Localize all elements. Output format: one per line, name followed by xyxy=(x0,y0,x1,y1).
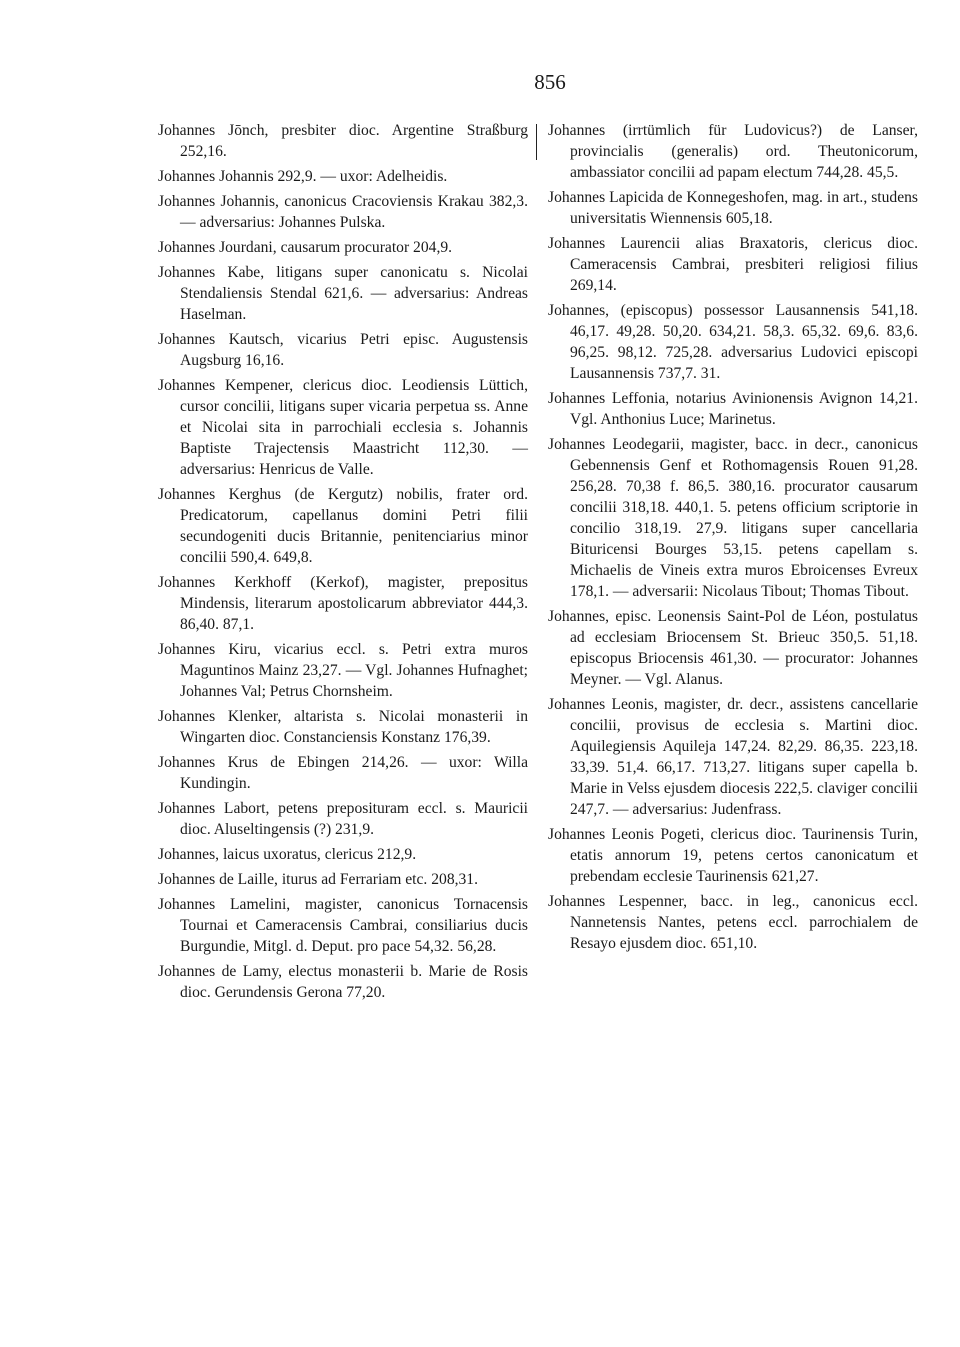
index-entry: Johannes Lespenner, bacc. in leg., canonicus eccl. Nannetensis Nantes, petens eccl. parrochialem de Resayo ejusdem dioc. 651,10. xyxy=(548,893,918,952)
index-entry: Johannes Kempener, clericus dioc. Leodiensis Lüttich, cursor concilii, litigans super vicaria perpetua ss. Anne et Nicolai sita in parrochiali ecclesia s. Johannis Baptiste Trajectensis Maastricht 112,30. — adversarius: Henricus de Valle. xyxy=(158,377,528,478)
index-entry: Johannes de Lamy, electus monasterii b. Marie de Rosis dioc. Gerundensis Gerona 77,20. xyxy=(158,963,528,1001)
index-entry: Johannes Kerkhoff (Kerkof), magister, prepositus Mindensis, literarum apostolicarum abbreviator 444,3. 86,40. 87,1. xyxy=(158,574,528,633)
index-entry: Johannes Kautsch, vicarius Petri episc. Augustensis Augsburg 16,16. xyxy=(158,331,528,369)
index-entry: Johannes Leodegarii, magister, bacc. in decr., canonicus Gebennensis Genf et Rothomagensis Rouen 91,28. 256,28. 70,38 f. 86,5. 380,16. procurator causarum concilii 318,18. 440,1. 5. petens officium scriptorie in concilio 318,19. 27,9. litigans super cancellaria Bituricensi Bourges 53,15. petens capellam s. Michaelis de Vineis extra muros Ebroicenses Evreux 178,1. — adversarii: Nicolaus Tibout; Thomas Tibout. xyxy=(548,436,918,600)
index-entry: Johannes, laicus uxoratus, clericus 212,9. xyxy=(158,846,417,863)
index-entry: Johannes, episc. Leonensis Saint-Pol de Léon, postulatus ad ecclesiam Briocensem St. Brieuc 350,5. 51,18. episcopus Briocensis 461,30. — procurator: Johannes Meyner. — Vgl. Alanus. xyxy=(548,608,918,688)
index-entry: Johannes Lamelini, magister, canonicus Tornacensis Tournai et Cameracensis Cambrai, consiliarius ducis Burgundie, Mitgl. d. Deput. pro pace 54,32. 56,28. xyxy=(158,896,528,955)
index-entry: Johannes (irrtümlich für Ludovicus?) de Lanser, provincialis (generalis) ord. Theutonicorum, ambassiator concilii ad papam electum 744,28. 45,5. xyxy=(548,122,918,181)
index-entry: Johannes, (episcopus) possessor Lausannensis 541,18. 46,17. 49,28. 50,20. 634,21. 58,3. 65,32. 69,6. 83,6. 96,25. 98,12. 725,28. adversarius Ludovici episcopi Lausannensis 737,7. 31. xyxy=(548,302,918,382)
index-entry: Johannes Krus de Ebingen 214,26. — uxor: Willa Kundingin. xyxy=(158,754,528,792)
index-entry: Johannes Laurencii alias Braxatoris, clericus dioc. Cameracensis Cambrai, presbiteri religiosi filius 269,14. xyxy=(548,235,918,294)
column-divider xyxy=(536,124,537,160)
index-entry: Johannes Johannis, canonicus Cracoviensis Krakau 382,3. — adversarius: Johannes Pulska. xyxy=(158,193,528,231)
index-entry: Johannes Klenker, altarista s. Nicolai monasterii in Wingarten dioc. Constanciensis Konstanz 176,39. xyxy=(158,708,528,746)
index-entry: Johannes Leonis Pogeti, clericus dioc. Taurinensis Turin, etatis annorum 19, petens certos canonicatum et prebendam ecclesie Taurinensis 621,27. xyxy=(548,826,918,885)
right-column xyxy=(548,120,918,958)
index-entry: Johannes Leffonia, notarius Avinionensis Avignon 14,21. Vgl. Anthonius Luce; Marinetus. xyxy=(548,390,918,428)
index-entry: Johannes Kerghus (de Kergutz) nobilis, frater ord. Predicatorum, capellanus domini Petri filii secundogeniti ducis Britannie, penitenciarius minor concilii 590,4. 649,8. xyxy=(158,486,528,566)
index-entry: Johannes Kabe, litigans super canonicatu s. Nicolai Stendaliensis Stendal 621,6. — adversarius: Andreas Haselman. xyxy=(158,264,528,323)
index-entry: Johannes de Laille, iturus ad Ferrariam etc. 208,31. xyxy=(158,871,479,888)
index-entry: Johannes Jōnch, presbiter dioc. Argentine Straßburg 252,16. xyxy=(158,122,528,160)
index-entry: Johannes Lapicida de Konnegeshofen, mag. in art., studens universitatis Wiennensis 605,18. xyxy=(548,189,918,227)
index-entry: Johannes Jourdani, causarum procurator 204,9. xyxy=(158,239,453,256)
index-entry: Johannes Leonis, magister, dr. decr., assistens cancellarie concilii, provisus de ecclesia s. Martini dioc. Aquilegiensis Aquileja 147,24. 82,29. 86,35. 223,18. 33,39. 51,4. 66,17. 713,27. litigans super capella b. Marie in Velss ejusdem diocesis 222,5. claviger concilii 247,7. — adversarius: Judenfrass. xyxy=(548,696,918,818)
index-entry: Johannes Labort, petens preposituram eccl. s. Mauricii dioc. Aluseltingensis (?) 231,9. xyxy=(158,800,528,838)
index-entry: Johannes Kiru, vicarius eccl. s. Petri extra muros Maguntinos Mainz 23,27. — Vgl. Johannes Hufnaghet; Johannes Val; Petrus Chornsheim. xyxy=(158,641,528,700)
page-number: 856 xyxy=(534,70,566,94)
left-column xyxy=(158,120,528,1007)
index-entry: Johannes Johannis 292,9. — uxor: Adelheidis. xyxy=(158,168,448,185)
